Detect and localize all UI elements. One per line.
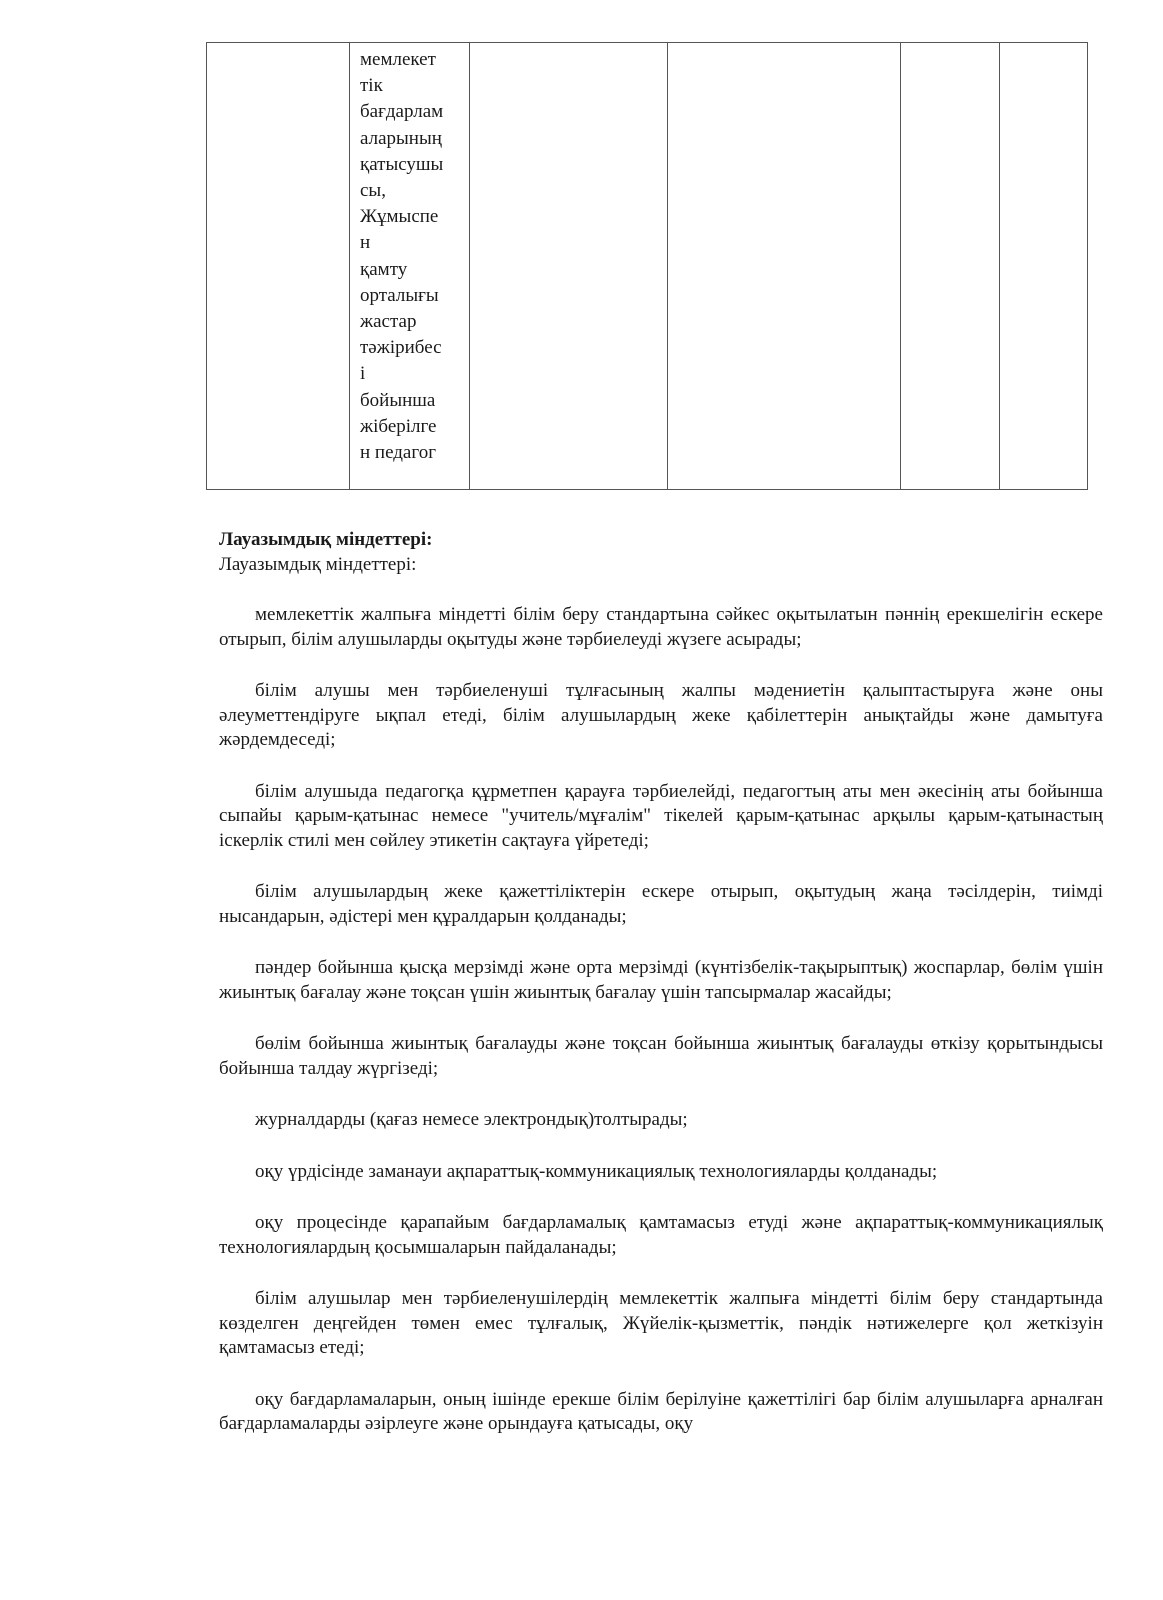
- duty-paragraph: мемлекеттік жалпыға міндетті білім беру стандартына сәйкес оқытылатын пәннің ерекшелігін ескере отырып, білім алушыларды оқытуды және тәрбиелеуді жүзеге асырады;: [219, 604, 1103, 650]
- duty-paragraph: білім алушыда педагогқа құрметпен қарауға тәрбиелейді, педагогтың аты мен әкесінің аты бойынша сыпайы қарым-қатынас немесе "учитель/мұғалім" тікелей қарым-қатынас арқылы қарым-қатынастың іскерлік стилі мен сөйлеу этикетін сақтауға үйретеді;: [219, 780, 1103, 851]
- duty-paragraph: пәндер бойынша қысқа мерзімді және орта мерзімді (күнтізбелік-тақырыптық) жоспарлар, бөлім үшін жиынтық бағалау және тоқсан үшін жиынтық бағалау үшін тапсырмалар жасайды;: [219, 957, 1103, 1003]
- position-table: [206, 42, 1088, 490]
- table-cell: [470, 43, 668, 490]
- section-heading: Лауазымдық міндеттері:: [219, 529, 433, 550]
- duty-paragraph: білім алушылар мен тәрбиеленушілердің мемлекеттік жалпыға міндетті білім беру стандартында көзделген деңгейден төмен емес тұлғалық, Жүйелік-қызметтік, пәндік нәтижелерге қол жеткізуін қамтамасыз етеді;: [219, 1288, 1103, 1358]
- duties-section: [219, 528, 1103, 1464]
- section-subheading: Лауазымдық міндеттері:: [219, 553, 417, 575]
- table-cell: [668, 43, 901, 490]
- table-cell: [901, 43, 1000, 490]
- duty-paragraph: оқу үрдісінде заманауи ақпараттық-коммуникациялық технологияларды қолданады;: [255, 1160, 938, 1182]
- duty-paragraph: оқу процесінде қарапайым бағдарламалық қамтамасыз етуді және ақпараттық-коммуникациялық технологиялардың қосымшаларын пайдаланады;: [219, 1212, 1103, 1258]
- table-cell: [1000, 43, 1088, 490]
- position-description-text: мемлекет тік бағдарлам аларының қатысушы сы, Жұмыспе н қамту орталығы жастар тәжірибес і бойынша жіберілге н педагог: [360, 49, 444, 464]
- table-row: [207, 43, 1088, 490]
- duty-paragraph: журналдарды (қағаз немесе электрондық)толтырады;: [255, 1109, 688, 1130]
- table-cell-position-description: [350, 43, 470, 490]
- table-cell: [207, 43, 350, 490]
- duty-paragraph: білім алушы мен тәрбиеленуші тұлғасының жалпы мәдениетін қалыптастыруға және оны әлеуметтендіруге ықпал етеді, білім алушылардың жеке қабілеттерін анықтайды және дамытуға жәрдемдеседі;: [219, 680, 1103, 750]
- duty-paragraph: оқу бағдарламаларын, оның ішінде ерекше білім берілуіне қажеттілігі бар білім алушыларға арналған бағдарламаларды әзірлеуге және орындауға қатысады, оқу: [219, 1388, 1103, 1434]
- duty-paragraph: білім алушылардың жеке қажеттіліктерін ескере отырып, оқытудың жаңа тәсілдерін, тиімді нысандарын, әдістері мен құралдарын қолданады;: [219, 881, 1103, 927]
- duty-paragraph: бөлім бойынша жиынтық бағалауды және тоқсан бойынша жиынтық бағалауды өткізу қорытындысы бойынша талдау жүргізеді;: [219, 1033, 1103, 1079]
